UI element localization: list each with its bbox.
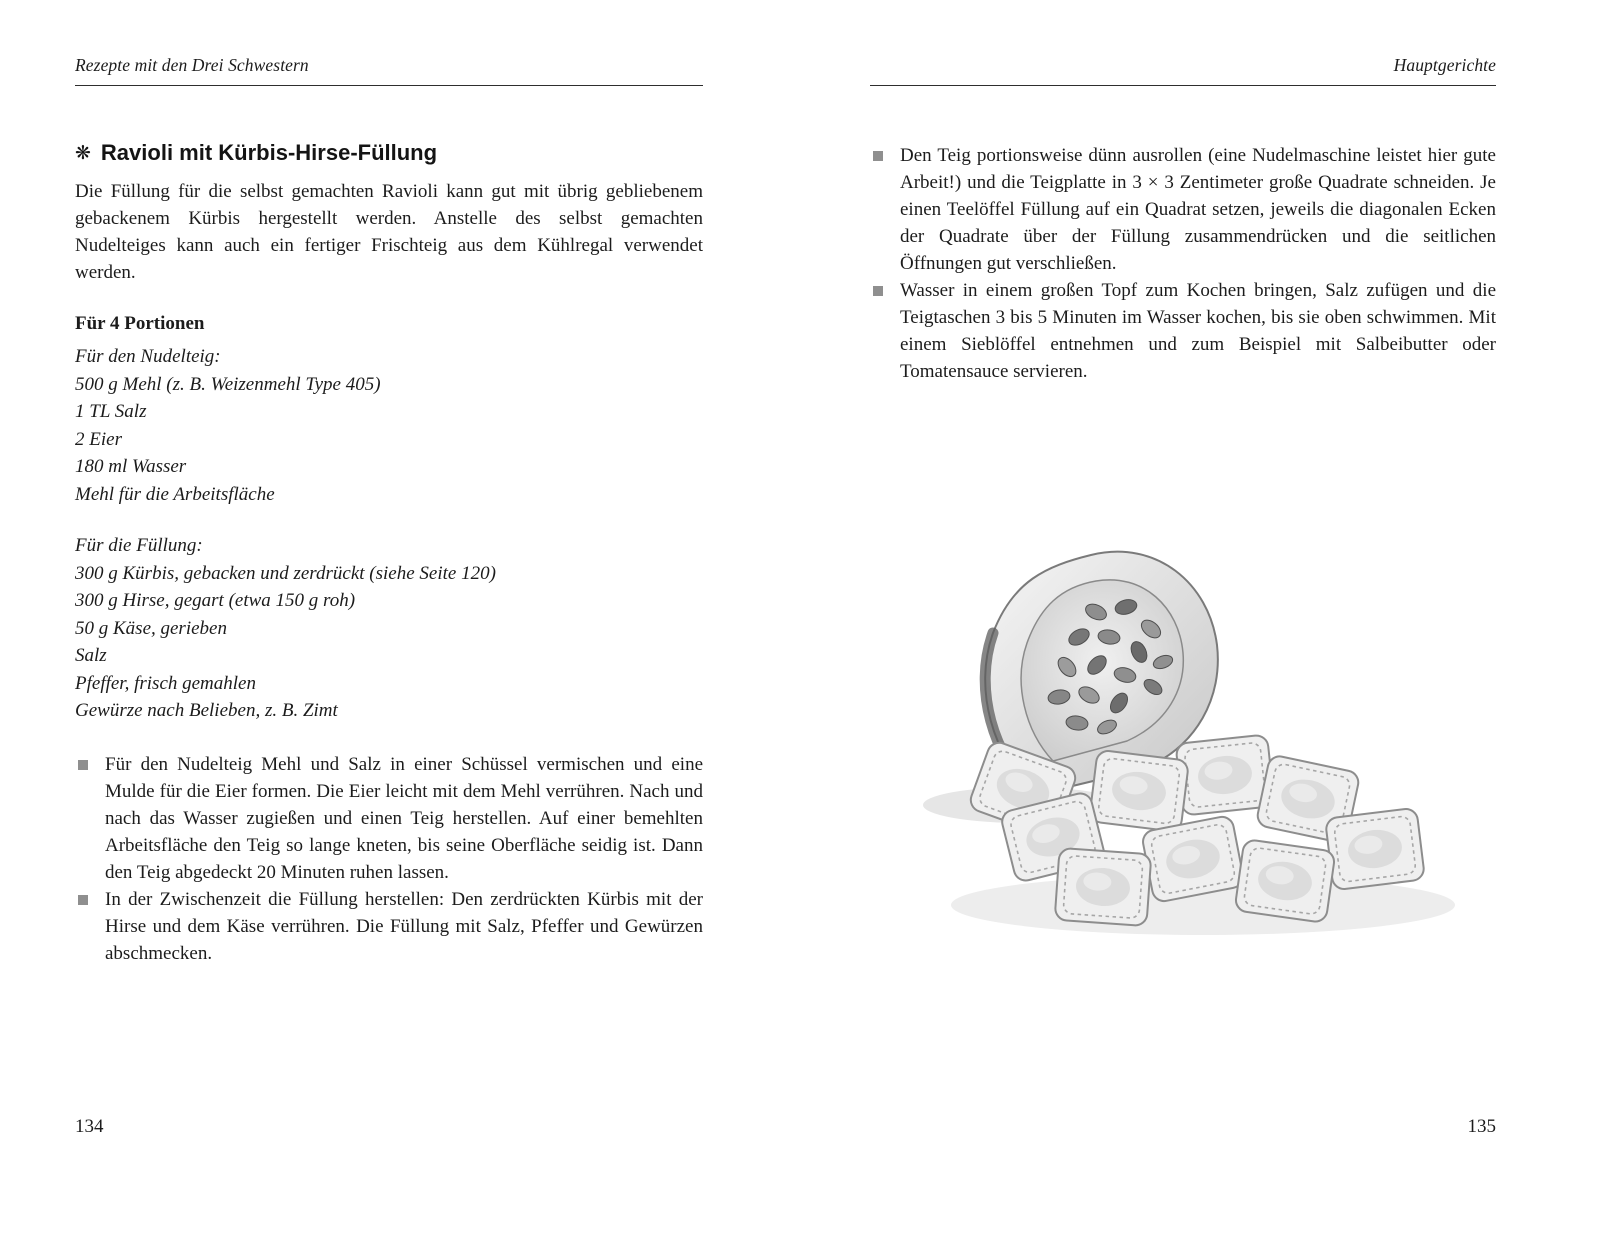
recipe-steps-left — [75, 751, 703, 967]
recipe-title-text: Ravioli mit Kürbis-Hirse-Füllung — [100, 140, 438, 165]
ingredient-line: 300 g Hirse, gegart (etwa 150 g roh) — [75, 590, 356, 611]
ingredient-line: 300 g Kürbis, gebacken und zerdrückt (siehe Seite 120) — [75, 562, 496, 584]
running-head-left-text: Rezepte mit den Drei Schwestern — [75, 55, 309, 75]
right-page — [870, 55, 1496, 957]
running-head-left — [75, 55, 703, 86]
square-bullet-icon — [873, 286, 883, 296]
recipe-step-text: In der Zwischenzeit die Füllung herstellen: Den zerdrückten Kürbis mit der Hirse und dem Käse verrühren. Die Füllung mit Salz, Pfeffer und Gewürzen abschmecken. — [105, 888, 703, 964]
recipe-title — [75, 140, 703, 166]
running-head-right-text: Hauptgerichte — [1393, 55, 1496, 75]
florette-icon: ❋ — [75, 141, 91, 164]
recipe-steps-right — [870, 142, 1496, 385]
ingredient-line: 2 Eier — [75, 428, 122, 450]
ingredient-group-heading: Für die Füllung: — [75, 535, 203, 556]
ingredient-group-fuellung — [75, 532, 703, 725]
square-bullet-icon — [78, 895, 88, 905]
ingredient-line: Pfeffer, frisch gemahlen — [75, 672, 256, 694]
recipe-step-text: Wasser in einem großen Topf zum Kochen bringen, Salz zufügen und die Teigtaschen 3 bis 5 Minuten im Wasser kochen, bis sie oben schwimmen. Mit einem Sieblöffel entnehmen und zum Beispiel mit Salbeibutter oder Tomatensauce servieren. — [900, 280, 1496, 382]
ingredient-line: 50 g Käse, gerieben — [75, 617, 227, 639]
recipe-step-text: Den Teig portionsweise dünn ausrollen (eine Nudelmaschine leistet hier gute Arbeit!) und die Teigplatte in 3 × 3 Zentimeter große Quadrate schneiden. Je einen Teelöffel Füllung auf ein Quadrat setzen, jeweils die diagonalen Ecken der Quadrate über der Füllung zusammendrücken und die seitlichen Öffnungen gut verschließen. — [900, 145, 1496, 274]
square-bullet-icon — [78, 760, 88, 770]
recipe-step — [75, 886, 703, 967]
ingredient-line: Salz — [75, 645, 107, 666]
ingredient-line: 180 ml Wasser — [75, 456, 187, 477]
ingredient-line: 500 g Mehl (z. B. Weizenmehl Type 405) — [75, 373, 381, 395]
recipe-step — [870, 142, 1496, 277]
recipe-intro: Die Füllung für die selbst gemachten Ravioli kann gut mit übrig gebliebenem gebackenem Kürbis hergestellt werden. Anstelle des selbst gemachten Nudelteiges kann auch ein fertiger Frischteig aus dem Kühlregal verwendet werden. — [75, 181, 703, 283]
ingredient-line: 1 TL Salz — [75, 401, 147, 422]
pumpkin-ravioli-illustration — [903, 537, 1463, 957]
recipe-step — [75, 751, 703, 886]
left-page — [75, 55, 703, 967]
servings-label: Für 4 Portionen — [75, 313, 205, 334]
page-number-left: 134 — [75, 1116, 104, 1137]
square-bullet-icon — [873, 151, 883, 161]
ingredient-line: Mehl für die Arbeitsfläche — [75, 483, 275, 505]
page-number-right: 135 — [1467, 1116, 1496, 1137]
ingredient-group-heading: Für den Nudelteig: — [75, 346, 221, 367]
recipe-step-text: Für den Nudelteig Mehl und Salz in einer Schüssel vermischen und eine Mulde für die Eier formen. Die Eier leicht mit dem Mehl verrühren. Nach und nach das Wasser zugießen und einen Teig herstellen. Auf einer bemehlten Arbeitsfläche den Teig so lange kneten, bis seine Oberfläche seidig ist. Dann den Teig abgedeckt 20 Minuten ruhen lassen. — [105, 753, 703, 883]
recipe-step — [870, 277, 1496, 385]
running-head-right — [870, 55, 1496, 86]
ingredient-line: Gewürze nach Belieben, z. B. Zimt — [75, 700, 338, 721]
illustration-container — [870, 537, 1496, 957]
ingredient-group-nudelteig — [75, 343, 703, 508]
